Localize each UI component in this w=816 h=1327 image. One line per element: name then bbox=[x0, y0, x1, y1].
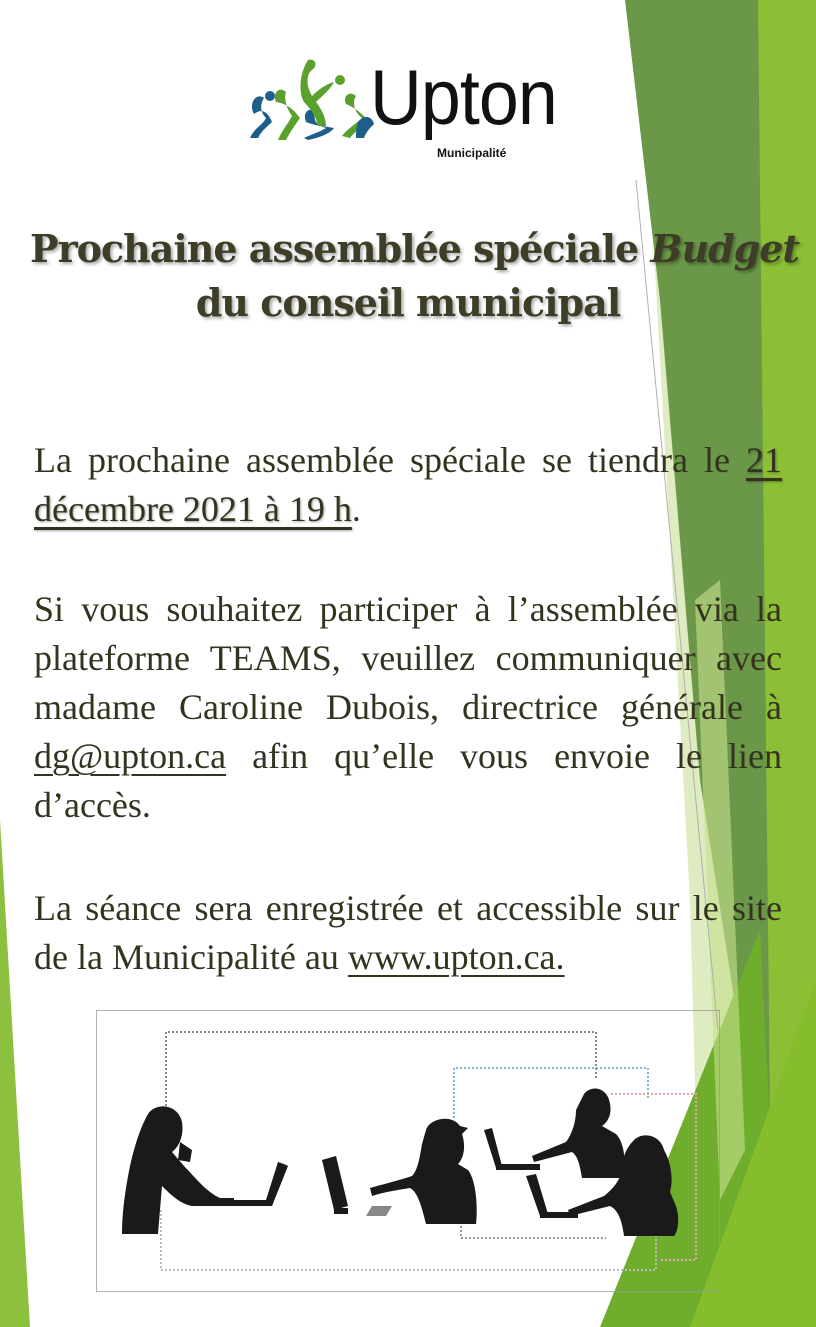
title-prefix: Prochaine assemblée spéciale bbox=[30, 226, 651, 271]
paragraph-meeting-date bbox=[34, 436, 782, 534]
p3-text: La séance sera enregistrée et accessible sur le site de la Municipalité au bbox=[34, 888, 782, 977]
connector-line-4 bbox=[161, 1210, 656, 1270]
logo-subtitle: Municipalité bbox=[437, 146, 507, 160]
p2-end: afin qu’elle vous envoie le lien d’accès. bbox=[34, 736, 782, 825]
p2-text: Si vous souhaitez participer à l’assemblée via la plateforme TEAMS, veuillez communiquer avec madame Caroline Dubois, directrice générale à bbox=[34, 589, 782, 727]
connector-line-1 bbox=[166, 1032, 596, 1150]
title-line-2: du conseil municipal bbox=[195, 280, 621, 325]
page-title bbox=[30, 222, 799, 330]
monitor-silhouette bbox=[322, 1156, 348, 1214]
title-emphasis: Budget bbox=[650, 226, 799, 271]
paragraph-teams-info bbox=[34, 585, 782, 830]
connector-line-5 bbox=[461, 1210, 606, 1238]
logo-wordmark: Upton bbox=[370, 53, 557, 141]
website-link[interactable]: www.upton.ca. bbox=[347, 937, 565, 977]
upton-logo bbox=[246, 52, 576, 164]
connector-line-2 bbox=[454, 1068, 648, 1118]
paragraph-recording-info bbox=[34, 884, 782, 982]
p1-text: La prochaine assemblée spéciale se tiendra le bbox=[34, 440, 746, 480]
person-1-silhouette bbox=[122, 1106, 288, 1234]
person-3-silhouette bbox=[484, 1089, 625, 1178]
meeting-date: 21 décembre 2021 à 19 h bbox=[34, 440, 782, 529]
person-2-silhouette bbox=[366, 1119, 477, 1224]
email-link[interactable]: dg@upton.ca bbox=[34, 736, 227, 776]
video-meeting-illustration bbox=[96, 1010, 720, 1292]
title-line-1 bbox=[30, 222, 799, 276]
upton-logo-mark-icon bbox=[246, 52, 386, 147]
p1-end: . bbox=[351, 489, 361, 529]
